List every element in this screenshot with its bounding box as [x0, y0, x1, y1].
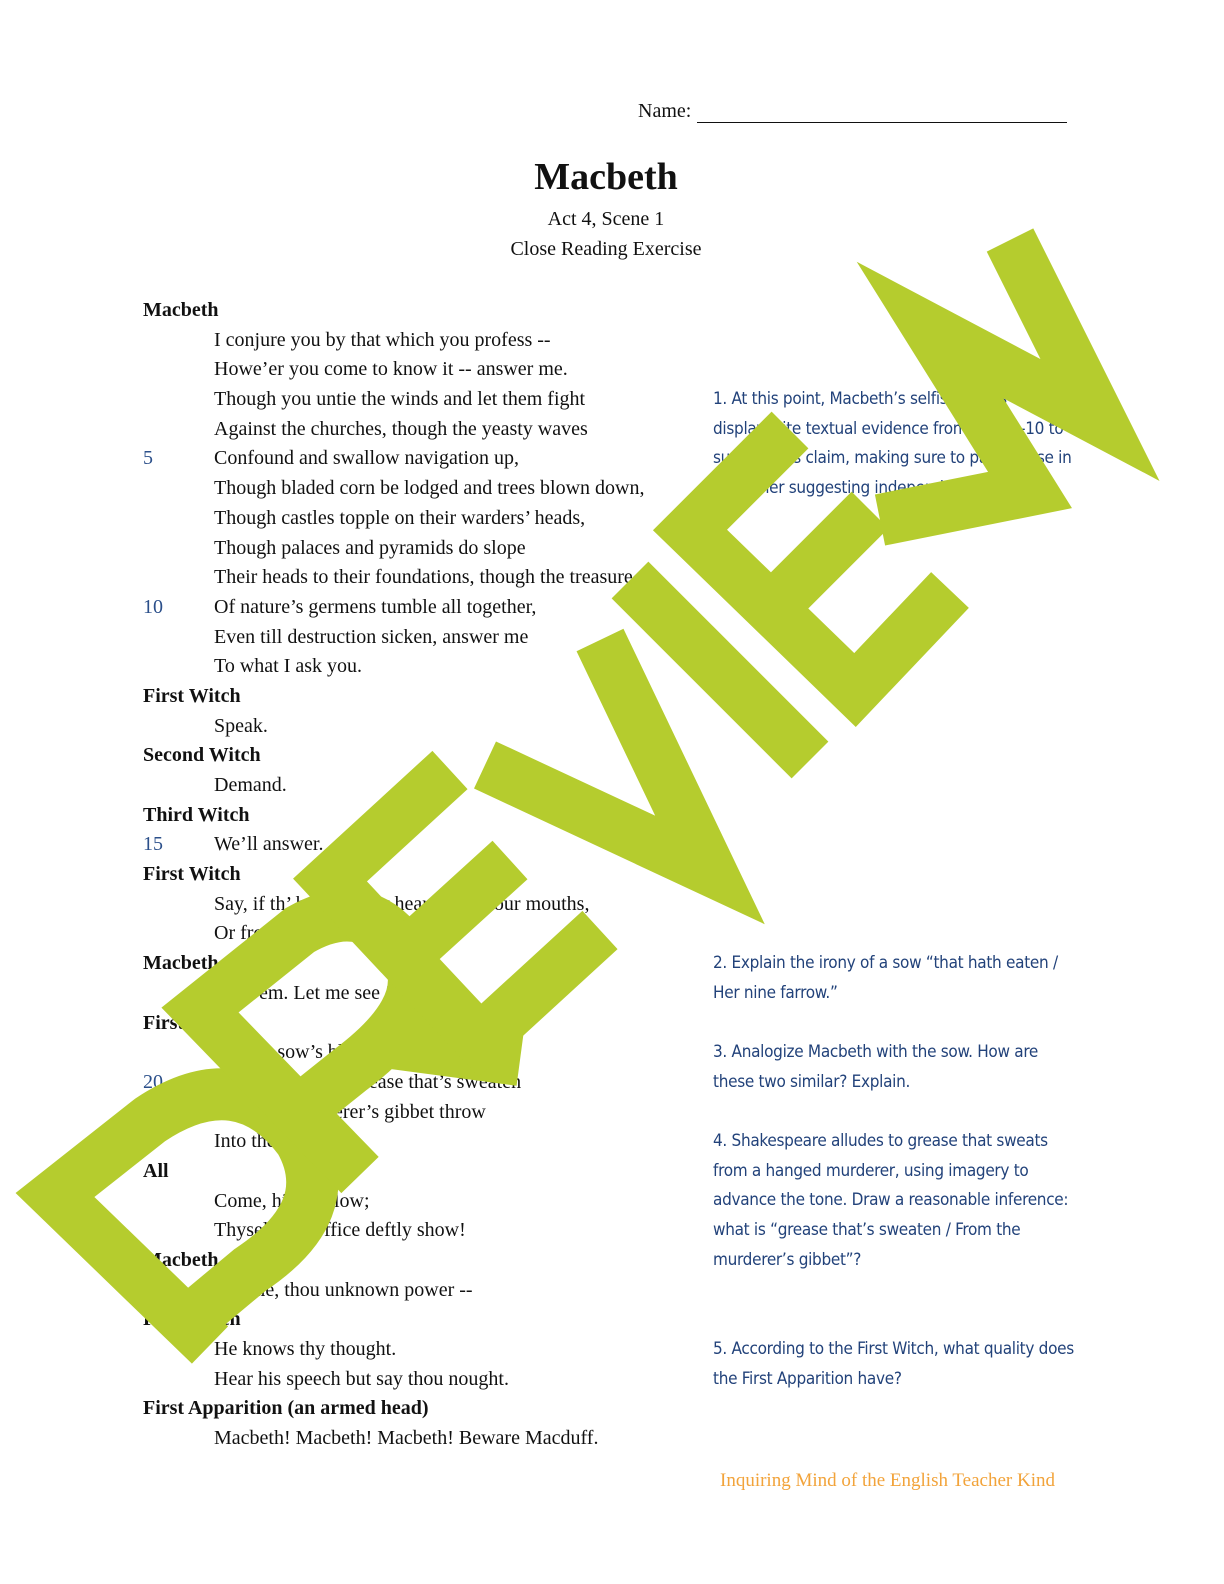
speaker-name: [143, 860, 703, 890]
name-blank-line[interactable]: [697, 102, 1067, 123]
verse-text: He knows thy thought.: [214, 1338, 397, 1361]
verse-text: Hear his speech but say thou nought.: [214, 1367, 509, 1390]
verse-line: [143, 712, 703, 742]
speaker-label: First Witch: [143, 863, 241, 886]
speaker-label: First Witch: [143, 1308, 241, 1331]
name-field[interactable]: [638, 100, 1067, 123]
verse-line: [143, 355, 703, 385]
line-number: 20: [143, 1070, 163, 1093]
speaker-name: [143, 1305, 703, 1335]
verse-text: Howe’er you come to know it -- answer me.: [214, 358, 568, 381]
verse-line: [143, 1127, 703, 1157]
verse-line: [143, 1068, 703, 1098]
verse-line: [143, 1335, 703, 1365]
verse-line: [143, 1276, 703, 1306]
verse-line: [143, 1187, 703, 1217]
verse-text: Thyself and office deftly show!: [214, 1219, 466, 1242]
speaker-label: All: [143, 1159, 169, 1182]
verse-text: Confound and swallow navigation up,: [214, 447, 519, 470]
exercise-subtitle: Close Reading Exercise: [510, 238, 702, 260]
verse-text: We’ll answer.: [214, 833, 324, 856]
verse-text: Macbeth! Macbeth! Macbeth! Beware Macduff.: [214, 1427, 599, 1450]
verse-line: [143, 979, 703, 1009]
verse-line: [143, 623, 703, 653]
verse-line: [143, 830, 703, 860]
verse-line: [143, 771, 703, 801]
speaker-name: [143, 1246, 703, 1276]
speaker-label: Third Witch: [143, 803, 250, 826]
verse-line: [143, 1424, 703, 1454]
speaker-name: [143, 949, 703, 979]
verse-text: Come, high or low;: [214, 1189, 370, 1212]
speaker-name: [143, 296, 703, 326]
verse-line: [143, 1038, 703, 1068]
speaker-name: [143, 1009, 703, 1039]
verse-text: Though bladed corn be lodged and trees blown down,: [214, 477, 645, 500]
play-excerpt: [143, 296, 703, 1454]
scene-subtitle: Act 4, Scene 1: [547, 208, 665, 230]
verse-text: Tell me, thou unknown power --: [214, 1278, 473, 1301]
verse-text: Even till destruction sicken, answer me: [214, 625, 529, 648]
speaker-label: First Apparition (an armed head): [143, 1397, 429, 1420]
speaker-label: Macbeth: [143, 1249, 219, 1271]
line-number: 15: [143, 833, 163, 856]
verse-text: Into the flame.: [214, 1130, 332, 1153]
question-2: 2. Explain the irony of a sow “that hath eaten / Her nine farrow.”: [713, 953, 1058, 1003]
verse-text: I conjure you by that which you profess --: [214, 328, 551, 351]
speaker-label: First Witch: [143, 1011, 241, 1034]
speaker-name: [143, 682, 703, 712]
speaker-name: [143, 741, 703, 771]
verse-line: [143, 534, 703, 564]
speaker-name: [143, 801, 703, 831]
speaker-name: [143, 1394, 703, 1424]
verse-line: [143, 385, 703, 415]
verse-text: Though you untie the winds and let them fight: [214, 388, 586, 411]
verse-line: [143, 890, 703, 920]
verse-text: Though palaces and pyramids do slope: [214, 536, 526, 559]
line-number: 5: [143, 447, 153, 470]
verse-text: Though castles topple on their warders’ heads,: [214, 506, 586, 529]
line-number: 10: [143, 595, 163, 618]
verse-line: [143, 504, 703, 534]
verse-line: [143, 1098, 703, 1128]
verse-text: Or from our masters?: [214, 922, 386, 945]
verse-line: [143, 919, 703, 949]
question-1: 1. At this point, Macbeth’s selfishness is on full display. Cite textual evidence from lines 1-10 to support this claim, making sure to paraphrase in a manner suggesting independent thought.: [713, 389, 1072, 499]
verse-text: Speak.: [214, 714, 268, 737]
verse-line: [143, 444, 703, 474]
verse-line: [143, 652, 703, 682]
verse-text: To what I ask you.: [214, 655, 363, 678]
footer-credit: Inquiring Mind of the English Teacher Kind: [720, 1470, 1055, 1491]
speaker-label: First Witch: [143, 684, 241, 707]
verse-text: Say, if th’ hadst rather hear it from our mouths,: [214, 892, 590, 915]
speaker-name: [143, 1157, 703, 1187]
verse-line: [143, 326, 703, 356]
speaker-label: Macbeth: [143, 952, 219, 975]
verse-text: From the murderer’s gibbet throw: [214, 1100, 486, 1123]
question-3: 3. Analogize Macbeth with the sow. How are these two similar? Explain.: [713, 1042, 1039, 1092]
question-4: 4. Shakespeare alludes to grease that sweats from a hanged murderer, using imagery to advance the tone. Draw a reasonable inference: what is “grease that’s sweaten / From the murderer’s gibbet”?: [713, 1131, 1069, 1270]
verse-text: Of nature’s germens tumble all together,: [214, 595, 537, 618]
speaker-label: Second Witch: [143, 744, 261, 767]
verse-text: Their heads to their foundations, though the treasure: [214, 566, 633, 589]
verse-text: Her nine farrow; grease that’s sweaten: [214, 1070, 522, 1093]
verse-line: [143, 415, 703, 445]
verse-text: Demand.: [214, 774, 287, 796]
verse-text: Pour in sow’s blood, that hath eaten: [214, 1041, 501, 1064]
verse-line: [143, 1365, 703, 1395]
name-label: Name:: [638, 100, 692, 122]
verse-line: [143, 474, 703, 504]
question-5: 5. According to the First Witch, what quality does the First Apparition have?: [713, 1339, 1074, 1389]
speaker-label: Macbeth: [143, 299, 219, 321]
verse-text: Call ’em. Let me see ’em.: [214, 981, 422, 1004]
verse-line: [143, 1216, 703, 1246]
verse-line: [143, 593, 703, 623]
verse-text: Against the churches, though the yeasty waves: [214, 417, 588, 440]
verse-line: [143, 563, 703, 593]
page-title: Macbeth: [534, 156, 678, 198]
